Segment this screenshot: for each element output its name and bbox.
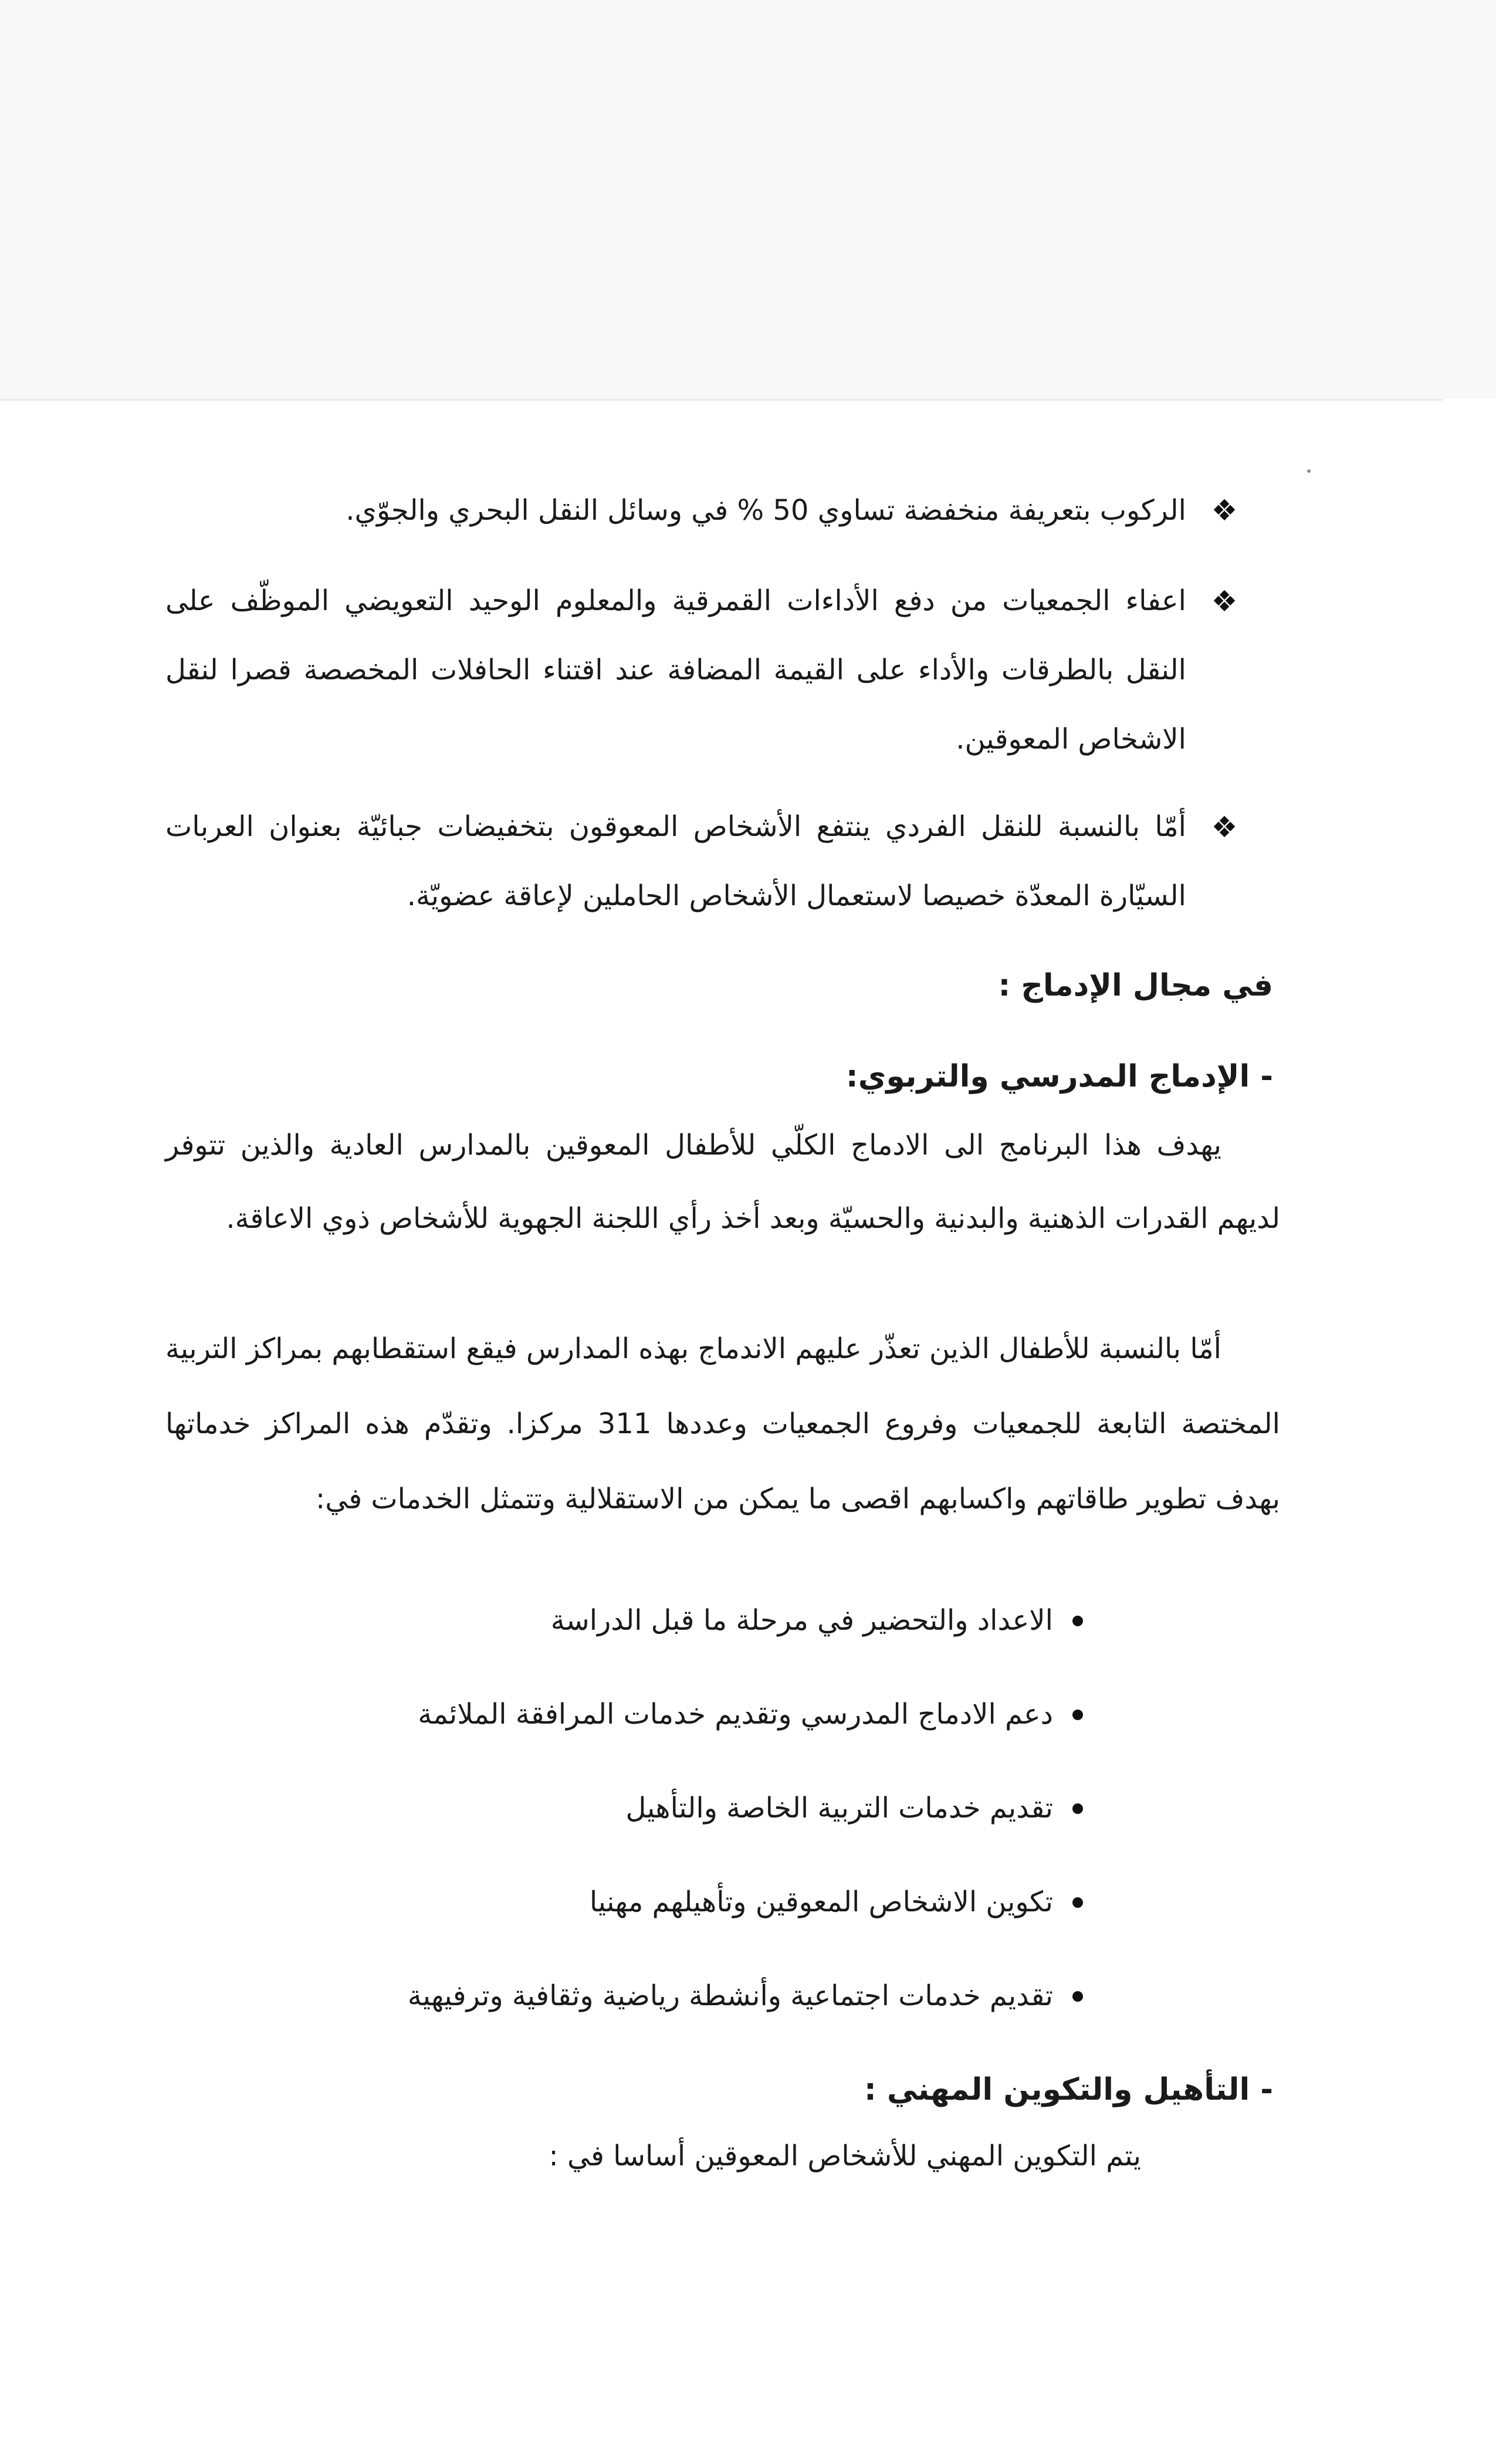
- integration-section-heading: في مجال الإدماج :: [998, 968, 1273, 1003]
- school-paragraph-2: [165, 1311, 1280, 1536]
- vocational-training-heading: - التأهيل والتكوين المهني :: [864, 2072, 1273, 2107]
- four-diamond-bullet-icon: ❖: [1211, 810, 1238, 844]
- four-diamond-bullet-icon: ❖: [1211, 493, 1238, 527]
- service-item-4: تكوين الاشخاص المعوقين وتأهيلهم مهنيا: [589, 1886, 1053, 1918]
- school-integration-heading: - الإدماج المدرسي والتربوي:: [845, 1059, 1273, 1094]
- vocational-paragraph: يتم التكوين المهني للأشخاص المعوقين أساسا في :: [549, 2140, 1141, 2172]
- service-item-2: دعم الادماج المدرسي وتقديم خدمات المرافقة الملائمة: [418, 1698, 1053, 1731]
- service-item-1: الاعداد والتحضير في مرحلة ما قبل الدراسة: [550, 1604, 1053, 1637]
- round-dot-bullet-icon: [1072, 1803, 1083, 1814]
- round-dot-bullet-icon: [1072, 1710, 1083, 1720]
- school-paragraph-1: [165, 1109, 1280, 1255]
- transport-bullet-2-text: اعفاء الجمعيات من دفع الأداءات القمرقية والمعلوم الوحيد التعويضي الموظّف على النقل بالطرقات والأداء على القيمة المضافة عند اقتناء الحافلات المخصصة قصرا لنقل الاشخاص المعوقين.: [165, 584, 1186, 756]
- school-paragraph-1-text: يهدف هذا البرنامج الى الادماج الكلّي للأطفال المعوقين بالمدارس العادية والذين تتوفر لديهم القدرات الذهنية والبدنية والحسيّة وبعد أخذ رأي اللجنة الجهوية للأشخاص ذوي الاعاقة.: [165, 1129, 1280, 1235]
- transport-bullet-3-text: أمّا بالنسبة للنقل الفردي ينتفع الأشخاص المعوقون بتخفيضات جبائيّة بعنوان العربات السيّارة المعدّة خصيصا لاستعمال الأشخاص الحاملين لإعاقة عضويّة.: [165, 810, 1186, 912]
- round-dot-bullet-icon: [1072, 1616, 1083, 1626]
- school-paragraph-2-text: أمّا بالنسبة للأطفال الذين تعذّر عليهم الاندماج بهذه المدارس فيقع استقطابهم بمراكز التربية المختصة التابعة للجمعيات وفروع الجمعيات وعددها 311 مركزا. وتقدّم هذه المراكز خدماتها بهدف تطوير طاقاتهم واكسابهم اقصى ما يمكن من الاستقلالية وتتمثل الخدمات في:: [165, 1332, 1281, 1515]
- four-diamond-bullet-icon: ❖: [1211, 584, 1238, 618]
- service-item-3: تقديم خدمات التربية الخاصة والتأهيل: [625, 1792, 1053, 1825]
- round-dot-bullet-icon: [1072, 1991, 1083, 2002]
- transport-bullet-1-text: الركوب بتعريفة منخفضة تساوي 50 % في وسائل النقل البحري والجوّي.: [346, 494, 1186, 527]
- round-dot-bullet-icon: [1072, 1897, 1083, 1908]
- service-item-5: تقديم خدمات اجتماعية وأنشطة رياضية وثقافية وترفيهية: [407, 1979, 1053, 2012]
